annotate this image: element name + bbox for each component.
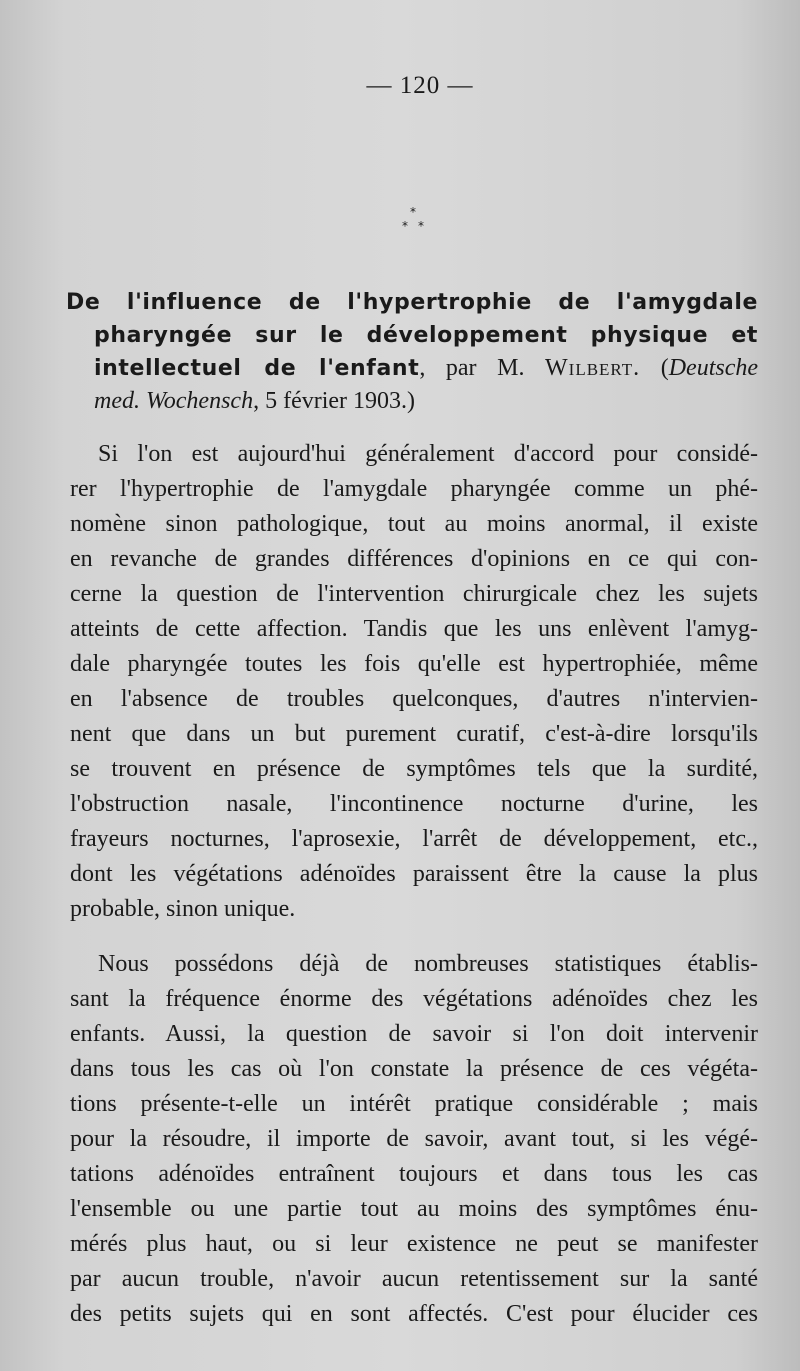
title-line xyxy=(70,352,758,385)
text-line: sant la fréquence énorme des végétations adénoïdes chez les xyxy=(70,986,758,1012)
text-line: mérés plus haut, ou si leur existence ne peut se manifester xyxy=(70,1231,758,1257)
article-title-part: intellectuel de l'enfant xyxy=(94,356,420,381)
text-line: Nous possédons déjà de nombreuses statistiques établis- xyxy=(98,951,758,977)
article-header xyxy=(66,286,759,418)
text-line: tions présente-t-elle un intérêt pratique considérable ; mais xyxy=(70,1091,758,1117)
journal-name-part: med. Wochensch xyxy=(94,388,254,414)
asterisk-mark: * xyxy=(402,219,408,233)
asterisk-mark: * xyxy=(418,219,424,233)
text-line: en revanche de grandes différences d'opinions en ce qui con- xyxy=(70,546,758,572)
text-line: par aucun trouble, n'avoir aucun retentissement sur la santé xyxy=(70,1266,758,1292)
text-line: l'obstruction nasale, l'incontinence nocturne d'urine, les xyxy=(70,791,758,817)
text-line: frayeurs nocturnes, l'aprosexie, l'arrêt de développement, etc., xyxy=(70,826,758,852)
text-line: dans tous les cas où l'on constate la présence de ces végéta- xyxy=(70,1056,758,1082)
publication-date: , 5 février 1903.) xyxy=(253,388,416,414)
article-title-part: pharyngée sur le développement physique et xyxy=(94,323,758,348)
paragraph xyxy=(70,947,758,1332)
text-line: nent que dans un but purement curatif, c'est-à-dire lorsqu'ils xyxy=(70,721,758,747)
paragraph-gap xyxy=(70,927,758,947)
asterisk-mark: * xyxy=(410,205,416,219)
text-line: en l'absence de troubles quelconques, d'autres n'intervien- xyxy=(70,686,758,712)
text-line: Si l'on est aujourd'hui généralement d'accord pour considé- xyxy=(98,441,758,467)
page-number: — 120 — xyxy=(366,72,474,99)
text-line: des petits sujets qui en sont affectés. C'est pour élucider ces xyxy=(70,1301,758,1327)
article-title-part: De l'influence de l'hypertrophie de l'amygdale xyxy=(66,290,758,315)
text-line: dont les végétations adénoïdes paraissent être la cause la plus xyxy=(70,861,758,887)
title-line xyxy=(70,319,758,352)
byline-prefix: , par M. xyxy=(419,355,525,381)
text-line: se trouvent en présence de symptômes tels que la surdité, xyxy=(70,756,758,782)
text-line: dale pharyngée toutes les fois qu'elle est hypertrophiée, même xyxy=(70,651,758,677)
text-line: pour la résoudre, il importe de savoir, avant tout, si les végé- xyxy=(70,1126,758,1152)
text-line: l'ensemble ou une partie tout au moins des symptômes énu- xyxy=(70,1196,758,1222)
source-open: ( xyxy=(660,355,669,381)
citation-line xyxy=(70,385,758,418)
text-line: cerne la question de l'intervention chirurgicale chez les sujets xyxy=(70,581,758,607)
text-line: rer l'hypertrophie de l'amygdale pharyngée comme un phé- xyxy=(70,476,758,502)
text-line: probable, sinon unique. xyxy=(70,896,296,922)
paragraph xyxy=(70,437,758,927)
text-line: tations adénoïdes entraînent toujours et dans tous les cas xyxy=(70,1161,758,1187)
journal-name-part: Deutsche xyxy=(668,355,759,381)
author-name: Wilbert. xyxy=(545,355,641,381)
text-line: enfants. Aussi, la question de savoir si l'on doit intervenir xyxy=(70,1021,758,1047)
section-separator xyxy=(398,206,438,236)
article-body xyxy=(70,437,758,1332)
text-line: nomène sinon pathologique, tout au moins anormal, il existe xyxy=(70,511,758,537)
title-line xyxy=(66,286,758,319)
text-line: atteints de cette affection. Tandis que les uns enlèvent l'amyg- xyxy=(70,616,758,642)
